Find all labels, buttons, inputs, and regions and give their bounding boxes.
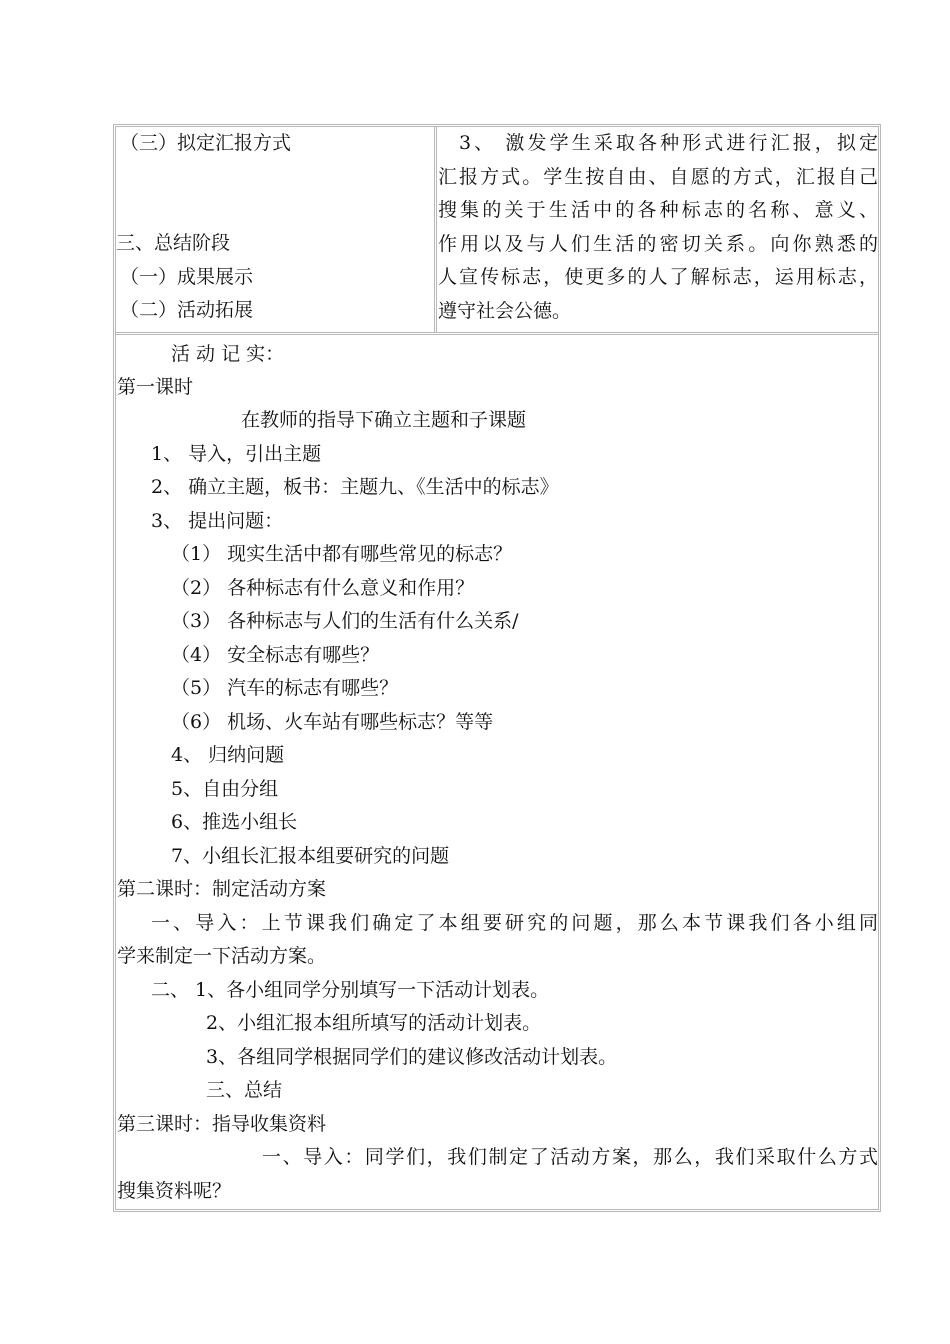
- table-row-summary-stage: [116, 127, 878, 335]
- lesson2-intro: 学来制定一下活动方案。: [117, 945, 327, 967]
- lesson2-title: 第二课时：制定活动方案: [117, 878, 327, 900]
- lesson3-title: 第三课时：指导收集资料: [117, 1113, 327, 1135]
- stage3-sub3-label: （三）拟定汇报方式: [120, 132, 292, 154]
- document-table: [113, 124, 881, 1212]
- description-line: 作用以及与人们生活的密切关系。向你熟悉的: [438, 233, 878, 255]
- description-line: 遵守社会公德。: [438, 300, 572, 322]
- lesson2-intro: 一、导入：上节课我们确定了本组要研究的问题，那么本节课我们各小组同: [151, 912, 878, 934]
- lesson2-item: 2、小组汇报本组所填写的活动计划表。: [206, 1012, 542, 1034]
- lesson1-question: （5） 汽车的标志有哪些？: [171, 677, 399, 699]
- summary-sub1-label: （一）成果展示: [120, 266, 254, 288]
- summary-stage-heading: 三、总结阶段: [116, 232, 231, 254]
- table-cell-description: [438, 127, 878, 332]
- lesson1-subtitle: 在教师的指导下确立主题和子课题: [241, 409, 527, 431]
- lesson1-question: （2） 各种标志有什么意义和作用？: [171, 577, 475, 599]
- lesson1-step: 3、 提出问题：: [151, 510, 284, 532]
- lesson3-intro: 一、导入：同学们，我们制定了活动方案，那么，我们采取什么方式: [262, 1146, 878, 1168]
- table-cell-stages: [116, 127, 437, 332]
- description-line: 汇报方式。学生按自由、自愿的方式，汇报自己: [438, 166, 878, 188]
- description-line: 搜集的关于生活中的各种标志的名称、意义、: [438, 199, 878, 221]
- lesson1-step: 5、自由分组: [171, 778, 279, 800]
- activity-record-heading: 活 动 记 实：: [171, 343, 285, 365]
- description-line: 人宣传标志，使更多的人了解标志，运用标志，: [438, 266, 878, 288]
- lesson1-question: （4） 安全标志有哪些？: [171, 644, 380, 666]
- lesson2-item: 三、总结: [206, 1079, 283, 1101]
- description-line: 3、 激发学生采取各种形式进行汇报，拟定: [459, 132, 878, 154]
- lesson1-step: 1、 导入，引出主题: [151, 443, 322, 465]
- lesson1-question: （1） 现实生活中都有哪些常见的标志？: [171, 543, 513, 565]
- lesson1-title: 第一课时: [117, 376, 194, 398]
- lesson1-step: 4、 归纳问题: [171, 744, 285, 766]
- lesson2-item: 3、各组同学根据同学们的建议修改活动计划表。: [206, 1046, 618, 1068]
- lesson1-step: 2、 确立主题，板书：主题九、《生活中的标志》: [151, 476, 559, 498]
- lesson1-question: （3） 各种标志与人们的生活有什么关系/: [171, 610, 519, 632]
- lesson1-step: 6、推选小组长: [171, 811, 298, 833]
- lesson2-item: 二、 1、各小组同学分别填写一下活动计划表。: [151, 979, 550, 1001]
- lesson3-intro: 搜集资料呢？: [117, 1180, 232, 1202]
- summary-sub2-label: （二）活动拓展: [120, 299, 254, 321]
- lesson1-step: 7、小组长汇报本组要研究的问题: [171, 845, 450, 867]
- lesson1-question: （6） 机场、火车站有哪些标志？等等: [171, 711, 494, 733]
